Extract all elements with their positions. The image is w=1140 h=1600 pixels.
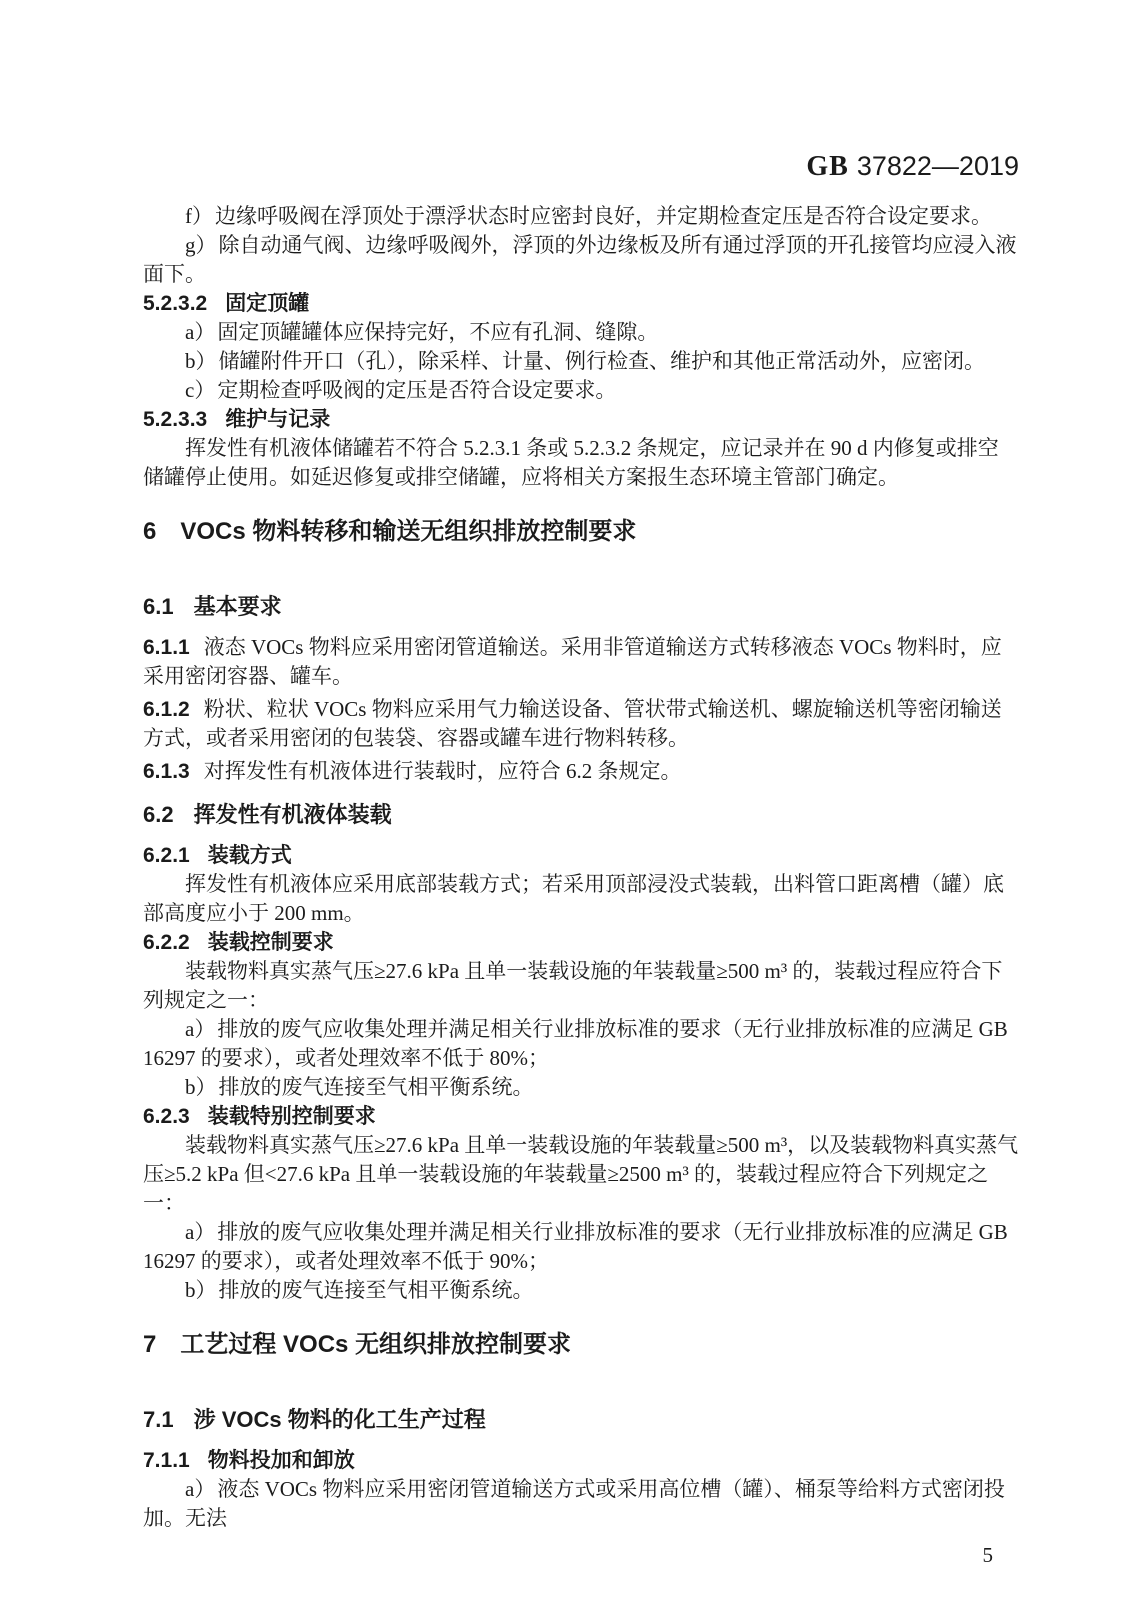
- list-item-c: [143, 376, 1019, 405]
- heading-6-2-3: [143, 1102, 1019, 1131]
- standard-number-header: [143, 150, 1019, 184]
- clause-text: 对挥发性有机液体进行装载时，应符合 6.2 条规定。: [203, 759, 682, 783]
- list-item-a: [143, 1218, 1019, 1276]
- paragraph-maintenance-records: 挥发性有机液体储罐若不符合 5.2.3.1 条或 5.2.3.2 条规定，应记录并在 90 d 内修复或排空储罐停止使用。如延迟修复或排空储罐，应将相关方案报生态环境主管部门确定。: [143, 436, 999, 489]
- clause-6-1-3: [143, 757, 1019, 786]
- list-item-g: [143, 231, 1019, 289]
- list-item-label: b）: [185, 349, 217, 373]
- chapter-title: 工艺过程 VOCs 无组织排放控制要求: [180, 1331, 572, 1358]
- heading-5-2-3-3: [143, 405, 1019, 434]
- list-item-f: [143, 202, 1019, 231]
- list-item-text: 排放的废气连接至气相平衡系统。: [218, 1075, 534, 1099]
- heading-title: 装载特别控制要求: [207, 1105, 376, 1128]
- section-title: 涉 VOCs 物料的化工生产过程: [193, 1407, 486, 1432]
- clause-6-1-2: [143, 695, 1019, 753]
- list-item-label: b）: [185, 1278, 217, 1302]
- heading-6-2-2: [143, 928, 1019, 957]
- paragraph-loading-control: 装载物料真实蒸气压≥27.6 kPa 且单一装载设施的年装载量≥500 m³ 的，装载过程应符合下列规定之一：: [143, 959, 1003, 1012]
- standard-prefix: GB: [806, 151, 849, 182]
- list-item-text: 液态 VOCs 物料应采用密闭管道输送方式或采用高位槽（罐）、桶泵等给料方式密闭投加。无法: [143, 1477, 1005, 1530]
- section-title: 基本要求: [193, 594, 282, 619]
- list-item-label: a）: [185, 1477, 216, 1501]
- section-number: 6.1: [143, 594, 174, 619]
- heading-5-2-3-2: [143, 289, 1019, 318]
- chapter-number: 7: [143, 1331, 157, 1358]
- heading-number: 5.2.3.2: [143, 292, 208, 315]
- paragraph-loading-method: 挥发性有机液体应采用底部装载方式；若采用顶部浸没式装载，出料管口距离槽（罐）底部高度应小于 200 mm。: [143, 872, 1004, 925]
- list-item-label: c）: [185, 378, 216, 402]
- clause-text: 粉状、粒状 VOCs 物料应采用气力输送设备、管状带式输送机、螺旋输送机等密闭输送方式，或者采用密闭的包装袋、容器或罐车进行物料转移。: [143, 697, 1002, 750]
- list-item-b: [143, 347, 1019, 376]
- list-item-label: b）: [185, 1075, 217, 1099]
- clause-number: 6.1.3: [143, 760, 190, 783]
- heading-number: 6.2.3: [143, 1105, 190, 1128]
- chapter-heading-6: [143, 517, 1019, 547]
- heading-title: 固定顶罐: [225, 292, 310, 315]
- chapter-number: 6: [143, 518, 157, 545]
- heading-title: 维护与记录: [225, 408, 331, 431]
- list-item-text: 排放的废气应收集处理并满足相关行业排放标准的要求（无行业排放标准的应满足 GB 16297 的要求），或者处理效率不低于 90%；: [143, 1220, 1008, 1273]
- list-item-text: 储罐附件开口（孔），除采样、计量、例行检查、维护和其他正常活动外，应密闭。: [218, 349, 985, 373]
- heading-title: 装载控制要求: [207, 931, 334, 954]
- list-item-label: a）: [185, 1220, 216, 1244]
- heading-7-1-1: [143, 1446, 1019, 1475]
- list-item-a: [143, 318, 1019, 347]
- paragraph-special-loading-control: 装载物料真实蒸气压≥27.6 kPa 且单一装载设施的年装载量≥500 m³，以及装载物料真实蒸气压≥5.2 kPa 但<27.6 kPa 且单一装载设施的年装载量≥2500 m³ 的，装载过程应符合下列规定之一：: [143, 1133, 1019, 1215]
- clause-6-1-1: [143, 633, 1019, 691]
- list-item-label: g）: [185, 233, 217, 257]
- heading-title: 装载方式: [207, 844, 292, 867]
- section-heading-6-2: [143, 800, 1019, 829]
- chapter-title: VOCs 物料转移和输送无组织排放控制要求: [180, 518, 637, 545]
- list-item-text: 除自动通气阀、边缘呼吸阀外，浮顶的外边缘板及所有通过浮顶的开孔接管均应浸入液面下。: [143, 233, 1017, 286]
- clause-number: 6.1.1: [143, 636, 190, 659]
- list-item-text: 定期检查呼吸阀的定压是否符合设定要求。: [217, 378, 617, 402]
- page-number: 5: [982, 1543, 993, 1567]
- heading-number: 6.2.1: [143, 844, 190, 867]
- section-heading-7-1: [143, 1405, 1019, 1434]
- heading-number: 7.1.1: [143, 1449, 190, 1472]
- clause-text: 液态 VOCs 物料应采用密闭管道输送。采用非管道输送方式转移液态 VOCs 物料时，应采用密闭容器、罐车。: [143, 635, 1002, 688]
- list-item-label: a）: [185, 320, 216, 344]
- section-number: 7.1: [143, 1407, 174, 1432]
- list-item-b: [143, 1073, 1019, 1102]
- list-item-a: [143, 1015, 1019, 1073]
- list-item-label: f）: [185, 204, 213, 228]
- list-item-text: 固定顶罐罐体应保持完好，不应有孔洞、缝隙。: [217, 320, 659, 344]
- heading-6-2-1: [143, 841, 1019, 870]
- clause-number: 6.1.2: [143, 698, 190, 721]
- list-item-text: 排放的废气应收集处理并满足相关行业排放标准的要求（无行业排放标准的应满足 GB 16297 的要求），或者处理效率不低于 80%；: [143, 1017, 1008, 1070]
- list-item-label: a）: [185, 1017, 216, 1041]
- section-title: 挥发性有机液体装载: [193, 802, 392, 827]
- section-heading-6-1: [143, 592, 1019, 621]
- standard-code: 37822—2019: [856, 151, 1019, 181]
- list-item-text: 排放的废气连接至气相平衡系统。: [218, 1278, 534, 1302]
- list-item-a: [143, 1475, 1019, 1533]
- list-item-b: [143, 1276, 1019, 1305]
- heading-number: 6.2.2: [143, 931, 190, 954]
- heading-title: 物料投加和卸放: [207, 1449, 355, 1472]
- section-number: 6.2: [143, 802, 174, 827]
- chapter-heading-7: [143, 1330, 1019, 1360]
- list-item-text: 边缘呼吸阀在浮顶处于漂浮状态时应密封良好，并定期检查定压是否符合设定要求。: [215, 204, 992, 228]
- heading-number: 5.2.3.3: [143, 408, 208, 431]
